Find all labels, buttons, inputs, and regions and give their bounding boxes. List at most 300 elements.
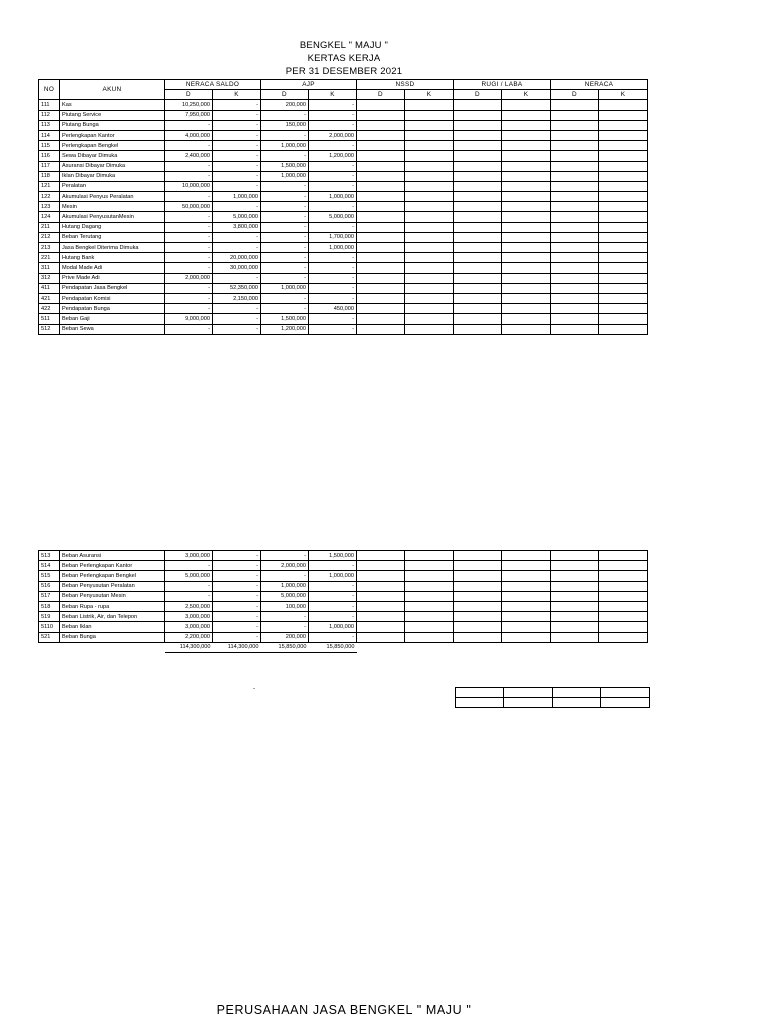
credit-amount: -: [213, 632, 261, 642]
credit-amount: 1,200,000: [309, 151, 357, 161]
empty-cell: [551, 141, 599, 151]
debit-amount: 2,500,000: [165, 601, 213, 611]
debit-amount: -: [165, 324, 213, 334]
account-name: Beban Asuransi: [60, 551, 165, 561]
account-name: Mesin: [60, 202, 165, 212]
empty-cell: [502, 171, 551, 181]
empty-cell: [357, 130, 405, 140]
debit-amount: 4,000,000: [165, 130, 213, 140]
empty-cell: [357, 120, 405, 130]
empty-cell: [551, 222, 599, 232]
empty-cell: [502, 161, 551, 171]
account-number: 212: [39, 232, 60, 242]
account-row: [39, 601, 648, 611]
debit-amount: -: [261, 212, 309, 222]
empty-cell: [502, 612, 551, 622]
empty-cell: [357, 243, 405, 253]
empty-cell: [454, 253, 502, 263]
account-number: 312: [39, 273, 60, 283]
empty-cell: [454, 273, 502, 283]
account-row: [39, 181, 648, 191]
debit-amount: 5,000,000: [261, 591, 309, 601]
sub-header-k: K: [502, 90, 551, 100]
empty-cell: [357, 253, 405, 263]
account-row: [39, 263, 648, 273]
empty-cell: [551, 212, 599, 222]
empty-cell: [599, 161, 648, 171]
empty-cell: [502, 591, 551, 601]
debit-amount: 1,000,000: [261, 171, 309, 181]
credit-amount: -: [213, 110, 261, 120]
empty-cell: [454, 110, 502, 120]
credit-amount: -: [213, 243, 261, 253]
empty-cell: [502, 601, 551, 611]
empty-cell: [454, 622, 502, 632]
sub-header-d: D: [551, 90, 599, 100]
debit-amount: -: [261, 612, 309, 622]
credit-amount: 5,000,000: [309, 212, 357, 222]
empty-cell: [357, 222, 405, 232]
total-credit: 114,300,000: [213, 642, 261, 652]
credit-amount: -: [213, 232, 261, 242]
empty-cell: [502, 141, 551, 151]
account-number: 114: [39, 130, 60, 140]
credit-amount: -: [213, 581, 261, 591]
empty-cell: [502, 273, 551, 283]
account-name: Peralatan: [60, 181, 165, 191]
account-number: 122: [39, 192, 60, 202]
account-number: 515: [39, 571, 60, 581]
account-number: 213: [39, 243, 60, 253]
empty-cell: [357, 100, 405, 110]
company-name: BENGKEL " MAJU ": [299, 40, 389, 51]
credit-amount: -: [309, 141, 357, 151]
empty-cell: [599, 642, 648, 652]
empty-cell: [405, 232, 454, 242]
empty-cell: [502, 130, 551, 140]
account-name: Beban Rupa - rupa: [60, 601, 165, 611]
empty-cell: [551, 161, 599, 171]
debit-amount: -: [165, 141, 213, 151]
empty-cell: [551, 192, 599, 202]
account-number: 211: [39, 222, 60, 232]
empty-cell: [454, 222, 502, 232]
account-row: [39, 141, 648, 151]
credit-amount: 1,000,000: [309, 243, 357, 253]
debit-amount: -: [261, 202, 309, 212]
debit-amount: 10,000,000: [165, 181, 213, 191]
empty-cell: [454, 293, 502, 303]
empty-cell: [405, 551, 454, 561]
col-akun-header: AKUN: [60, 80, 165, 100]
account-number: 117: [39, 161, 60, 171]
empty-cell: [357, 632, 405, 642]
empty-cell: [357, 324, 405, 334]
debit-amount: -: [261, 571, 309, 581]
debit-amount: -: [165, 171, 213, 181]
empty-cell: [357, 273, 405, 283]
account-row: [39, 192, 648, 202]
empty-cell: [502, 181, 551, 191]
credit-amount: 2,000,000: [309, 130, 357, 140]
empty-cell: [454, 161, 502, 171]
credit-amount: -: [309, 110, 357, 120]
credit-amount: -: [213, 151, 261, 161]
debit-amount: -: [261, 110, 309, 120]
account-number: 311: [39, 263, 60, 273]
account-name: Hutang Bank: [60, 253, 165, 263]
empty-cell: [502, 642, 551, 652]
credit-amount: -: [309, 324, 357, 334]
account-row: [39, 171, 648, 181]
total-debit: 15,850,000: [261, 642, 309, 652]
empty-cell: [357, 561, 405, 571]
debit-amount: -: [261, 130, 309, 140]
empty-cell: [405, 171, 454, 181]
debit-amount: -: [165, 581, 213, 591]
credit-amount: -: [309, 181, 357, 191]
credit-amount: -: [213, 571, 261, 581]
empty-cell: [405, 263, 454, 273]
debit-amount: 9,000,000: [165, 314, 213, 324]
credit-amount: -: [309, 561, 357, 571]
empty-cell: [502, 253, 551, 263]
empty-cell: [502, 151, 551, 161]
empty-cell: [456, 688, 504, 698]
account-number: 513: [39, 551, 60, 561]
account-name: Beban Penyusutan Peralatan: [60, 581, 165, 591]
credit-amount: 2,150,000: [213, 293, 261, 303]
debit-amount: 150,000: [261, 120, 309, 130]
debit-amount: -: [261, 304, 309, 314]
empty-cell: [357, 283, 405, 293]
empty-cell: [551, 642, 599, 652]
empty-cell: [357, 212, 405, 222]
empty-cell: [551, 263, 599, 273]
debit-amount: 2,000,000: [165, 273, 213, 283]
empty-cell: [357, 571, 405, 581]
empty-cell: [405, 571, 454, 581]
empty-cell: [599, 253, 648, 263]
empty-cell: [551, 581, 599, 591]
empty-cell: [601, 698, 650, 708]
account-name: Beban Penyusutan Mesin: [60, 591, 165, 601]
empty-cell: [599, 591, 648, 601]
credit-amount: -: [309, 100, 357, 110]
empty-cell: [357, 304, 405, 314]
worksheet-body-bottom: [39, 551, 648, 653]
account-row: [39, 100, 648, 110]
credit-amount: -: [213, 561, 261, 571]
empty-cell: [551, 561, 599, 571]
empty-cell: [599, 293, 648, 303]
credit-amount: -: [213, 171, 261, 181]
empty-cell: [405, 632, 454, 642]
account-number: 516: [39, 581, 60, 591]
sub-header-d: D: [165, 90, 213, 100]
debit-amount: 7,950,000: [165, 110, 213, 120]
debit-amount: 2,200,000: [165, 632, 213, 642]
credit-amount: -: [309, 161, 357, 171]
empty-cell: [454, 212, 502, 222]
group-header-rugi-laba: RUGI / LABA: [454, 80, 551, 90]
empty-cell: [502, 304, 551, 314]
empty-cell: [504, 698, 553, 708]
empty-cell: [599, 202, 648, 212]
credit-amount: 52,350,000: [213, 283, 261, 293]
account-name: Sewa Dibayar Dimuka: [60, 151, 165, 161]
empty-cell: [599, 283, 648, 293]
account-name: Beban Bunga: [60, 632, 165, 642]
empty-cell: [502, 212, 551, 222]
empty-cell: [405, 304, 454, 314]
debit-amount: -: [261, 151, 309, 161]
credit-amount: -: [213, 202, 261, 212]
debit-amount: -: [165, 161, 213, 171]
credit-amount: -: [213, 591, 261, 601]
account-row: [39, 561, 648, 571]
account-name: Piutang Service: [60, 110, 165, 120]
empty-cell: [454, 304, 502, 314]
credit-amount: -: [309, 171, 357, 181]
empty-cell: [551, 151, 599, 161]
empty-cell: [502, 100, 551, 110]
debit-amount: -: [165, 212, 213, 222]
sub-header-d: D: [357, 90, 405, 100]
debit-amount: -: [165, 232, 213, 242]
credit-amount: -: [213, 601, 261, 611]
account-row: [39, 243, 648, 253]
credit-amount: 1,000,000: [309, 622, 357, 632]
empty-cell: [599, 212, 648, 222]
empty-cell: [405, 253, 454, 263]
empty-cell: [454, 130, 502, 140]
account-number: 123: [39, 202, 60, 212]
debit-amount: 2,400,000: [165, 151, 213, 161]
credit-amount: -: [309, 263, 357, 273]
empty-cell: [405, 120, 454, 130]
credit-amount: -: [213, 324, 261, 334]
empty-cell: [405, 100, 454, 110]
empty-cell: [599, 232, 648, 242]
empty-cell: [405, 243, 454, 253]
account-row: [39, 632, 648, 642]
debit-amount: -: [165, 293, 213, 303]
col-no-header: NO: [39, 80, 60, 100]
credit-amount: 1,500,000: [309, 551, 357, 561]
credit-amount: -: [309, 222, 357, 232]
empty-cell: [502, 622, 551, 632]
empty-cell: [599, 100, 648, 110]
empty-cell: [405, 601, 454, 611]
debit-amount: 1,000,000: [261, 283, 309, 293]
empty-cell: [599, 273, 648, 283]
account-row: [39, 110, 648, 120]
empty-cell: [599, 561, 648, 571]
credit-amount: 5,000,000: [213, 212, 261, 222]
empty-cell: [551, 622, 599, 632]
account-row: [39, 304, 648, 314]
empty-cell: [405, 591, 454, 601]
empty-cell: [599, 141, 648, 151]
empty-cell: [454, 141, 502, 151]
credit-amount: -: [213, 130, 261, 140]
empty-cell: [405, 622, 454, 632]
debit-amount: -: [165, 192, 213, 202]
credit-amount: 1,000,000: [309, 192, 357, 202]
debit-amount: -: [261, 622, 309, 632]
account-row: [39, 212, 648, 222]
account-number: 511: [39, 314, 60, 324]
total-debit: 114,300,000: [165, 642, 213, 652]
account-row: [39, 622, 648, 632]
credit-amount: -: [213, 161, 261, 171]
account-number: 5110: [39, 622, 60, 632]
empty-cell: [405, 314, 454, 324]
credit-amount: 3,800,000: [213, 222, 261, 232]
empty-cell: [551, 591, 599, 601]
debit-amount: 1,500,000: [261, 314, 309, 324]
debit-amount: -: [165, 222, 213, 232]
empty-cell: [502, 243, 551, 253]
period-label: PER 31 DESEMBER 2021: [285, 66, 403, 77]
empty-cell: [357, 192, 405, 202]
group-header-ajp: AJP: [261, 80, 357, 90]
empty-cell: [454, 283, 502, 293]
totals-row: [39, 642, 648, 652]
account-number: 113: [39, 120, 60, 130]
total-credit: 15,850,000: [309, 642, 357, 652]
debit-amount: -: [261, 192, 309, 202]
debit-amount: -: [261, 551, 309, 561]
empty-cell: [357, 232, 405, 242]
empty-cell: [357, 622, 405, 632]
debit-amount: -: [165, 304, 213, 314]
empty-cell: [357, 141, 405, 151]
worksheet-table-bottom: [38, 550, 648, 653]
debit-amount: -: [165, 561, 213, 571]
account-row: [39, 161, 648, 171]
empty-cell: [357, 263, 405, 273]
account-number: 422: [39, 304, 60, 314]
empty-cell: [454, 192, 502, 202]
account-name: Modal Made Adi: [60, 263, 165, 273]
empty-cell: [405, 192, 454, 202]
empty-cell: [599, 181, 648, 191]
empty-cell: [405, 642, 454, 652]
credit-amount: -: [309, 591, 357, 601]
credit-amount: -: [309, 293, 357, 303]
credit-amount: -: [309, 314, 357, 324]
account-row: [39, 581, 648, 591]
debit-amount: 100,000: [261, 601, 309, 611]
empty-cell: [454, 314, 502, 324]
empty-cell: [454, 120, 502, 130]
debit-amount: -: [165, 283, 213, 293]
account-row: [39, 293, 648, 303]
empty-cell: [599, 324, 648, 334]
debit-amount: -: [165, 243, 213, 253]
debit-amount: -: [261, 232, 309, 242]
empty-cell: [357, 581, 405, 591]
account-row: [39, 551, 648, 561]
credit-amount: 1,000,000: [213, 192, 261, 202]
empty-cell: [551, 130, 599, 140]
account-number: 118: [39, 171, 60, 181]
credit-amount: 1,700,000: [309, 232, 357, 242]
empty-cell: [357, 642, 405, 652]
account-name: Pendapatan Komisi: [60, 293, 165, 303]
empty-cell: [502, 314, 551, 324]
empty-cell: [551, 232, 599, 242]
empty-cell: [405, 151, 454, 161]
empty-cell: [454, 601, 502, 611]
debit-amount: 1,000,000: [261, 581, 309, 591]
empty-cell: [454, 263, 502, 273]
account-number: 411: [39, 283, 60, 293]
debit-amount: -: [261, 181, 309, 191]
empty-cell: [405, 110, 454, 120]
empty-cell: [454, 551, 502, 561]
account-number: 421: [39, 293, 60, 303]
empty-cell: [357, 612, 405, 622]
empty-cell: [39, 642, 60, 652]
sub-header-k: K: [309, 90, 357, 100]
empty-cell: [599, 120, 648, 130]
empty-cell: [599, 304, 648, 314]
empty-cell: [357, 314, 405, 324]
empty-cell: [551, 110, 599, 120]
empty-cell: [599, 263, 648, 273]
debit-amount: -: [165, 591, 213, 601]
account-number: 512: [39, 324, 60, 334]
account-row: [39, 591, 648, 601]
debit-amount: 1,500,000: [261, 161, 309, 171]
account-name: Beban Listrik, Air, dan Telepon: [60, 612, 165, 622]
empty-cell: [502, 192, 551, 202]
account-row: [39, 283, 648, 293]
empty-cell: [454, 581, 502, 591]
empty-cell: [551, 100, 599, 110]
credit-amount: -: [213, 314, 261, 324]
account-row: [39, 253, 648, 263]
debit-amount: 200,000: [261, 632, 309, 642]
debit-amount: -: [165, 120, 213, 130]
empty-cell: [551, 324, 599, 334]
debit-amount: -: [261, 253, 309, 263]
empty-cell: [405, 222, 454, 232]
account-row: [39, 571, 648, 581]
debit-amount: 5,000,000: [165, 571, 213, 581]
sub-header-d: D: [261, 90, 309, 100]
empty-cell: [502, 232, 551, 242]
account-name: Piutang Bunga: [60, 120, 165, 130]
empty-cell: [405, 161, 454, 171]
empty-cell: [551, 571, 599, 581]
empty-cell: [405, 561, 454, 571]
account-name: Beban Perlengkapan Kantor: [60, 561, 165, 571]
account-row: [39, 324, 648, 334]
credit-amount: -: [309, 202, 357, 212]
credit-amount: -: [213, 100, 261, 110]
credit-amount: 1,000,000: [309, 571, 357, 581]
debit-amount: 50,000,000: [165, 202, 213, 212]
empty-cell: [357, 601, 405, 611]
account-name: Asuransi Dibayar Dimuka: [60, 161, 165, 171]
empty-cell: [454, 232, 502, 242]
account-row: [39, 273, 648, 283]
empty-cell: [454, 151, 502, 161]
